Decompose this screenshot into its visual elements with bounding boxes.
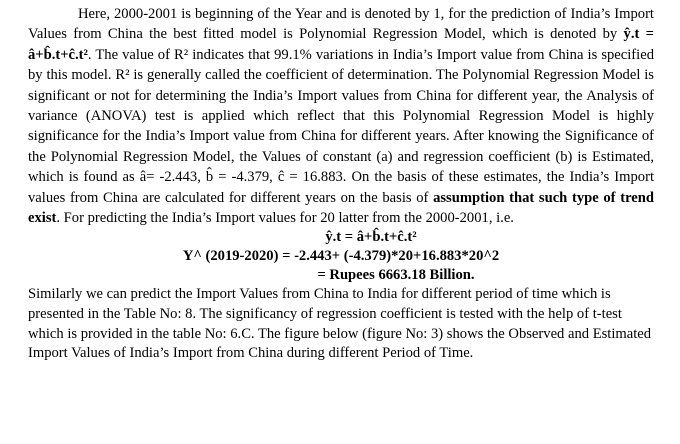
equation-block xyxy=(28,228,654,285)
equation-model: ŷ.t = â+b̂.t+ĉ.t² xyxy=(325,229,417,246)
paragraph1-text-c: . For predicting the India’s Import values for 20 latter from the 2000-2001, i.e. xyxy=(56,210,514,227)
assumption-bold-text: assumption that such type of trend exist xyxy=(28,189,654,227)
paragraph1-text-a: Here, 2000-2001 is beginning of the Year and is denoted by 1, for the prediction of India’s Import Values from China the best fitted model is Polynomial Regression Model, which is denoted by xyxy=(28,6,654,43)
paragraph-prediction-summary: Similarly we can predict the Import Values from China to India for different period of time which is presented in the Table No: 8. The significancy of regression coefficient is tested with the help of t-test which is provided in the table No: 6.C. The figure below (figure No: 3) shows the Observed and Estimated Import Values of India’s Import from China during different Period of Time. xyxy=(28,286,652,362)
equation-result: = Rupees 6663.18 Billion. xyxy=(317,267,475,284)
model-equation-inline: ŷ.t = â+b̂.t+ĉ.t² xyxy=(28,26,654,63)
paragraph-model-description xyxy=(28,4,654,228)
paragraph1-text-b: . The value of R² indicates that 99.1% variations in India’s Import value from China is specified by this model. R² is generally called the coefficient of determination. The Polynomial Regression Model is significant or not for determining the India’s Import values from China for different year, the Analysis of variance (ANOVA) test is applied which reflect that this Polynomial Regression Model is highly significance for the India’s Import value from China for different years. After knowing the Significance of the Polynomial Regression Model, the Values of constant (a) and regression coefficient (b) is Estimated, which is found as â= -2.443, b̂ = -4.379, ĉ = 16.883. On the basis of these estimates, the India’s Import values from China are calculated for different years on the basis of xyxy=(28,46,654,206)
equation-prediction: Y^ (2019-2020) = -2.443+ (-4.379)*20+16.883*20^2 xyxy=(182,248,500,265)
